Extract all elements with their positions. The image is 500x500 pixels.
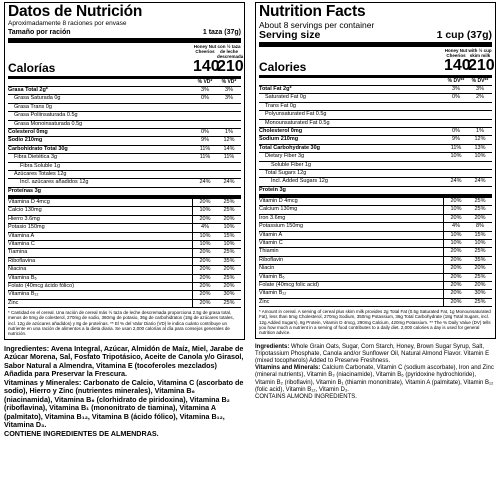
row-value-with-milk: 12% xyxy=(474,136,486,143)
row-name: Grasa Trans 0g xyxy=(14,103,52,110)
spanish-dv-2: % VD* xyxy=(221,79,237,85)
row-name: Soluble Fiber 1g xyxy=(271,161,312,168)
row-value-cereal: 10% xyxy=(192,233,217,240)
row-value-with-milk: 25% xyxy=(217,207,241,214)
row-name: Potasio 150mg xyxy=(8,224,45,231)
english-size-label: Serving size xyxy=(259,29,321,41)
spanish-calories-label: Calorías xyxy=(8,61,56,75)
row-value-with-milk: 15% xyxy=(468,232,492,239)
row-value-with-milk: 3% xyxy=(476,86,484,92)
row-name: Riboflavin xyxy=(259,256,284,263)
row-value-with-milk: 24% xyxy=(474,178,486,185)
row-name: Iron 3.6mg xyxy=(259,214,286,221)
english-ingredients-text xyxy=(255,344,496,366)
row-name: Polyunsaturated Fat 0.5g xyxy=(265,111,327,118)
row-value-cereal: 10% xyxy=(192,207,217,214)
row-name: Grasa Monoinsaturada 0.5g xyxy=(14,120,83,127)
row-value-cereal: 20% xyxy=(443,248,468,255)
nutrient-row xyxy=(8,95,241,103)
row-value-with-milk: 25% xyxy=(217,300,241,307)
nutrient-row xyxy=(8,137,241,145)
nutrient-row xyxy=(8,87,241,95)
spanish-allergen: CONTIENE INGREDIENTES DE ALMENDRAS. xyxy=(4,428,159,438)
row-value-cereal: 20% xyxy=(443,198,468,205)
row-value-cereal: 11% xyxy=(450,144,462,151)
vitamin-row xyxy=(259,290,492,298)
spanish-vitamin-rows xyxy=(8,199,241,308)
row-name: Vitamina A xyxy=(8,232,35,239)
nutrient-row xyxy=(259,111,492,119)
spanish-serving-size xyxy=(8,28,241,43)
english-calories-row xyxy=(259,57,495,78)
row-value-with-milk: 20% xyxy=(217,216,241,223)
english-vitmin-label: Vitamins and Minerals: xyxy=(255,365,321,372)
row-name: Trans Fat 0g xyxy=(265,102,296,109)
row-value-cereal: 0% xyxy=(452,127,460,134)
row-name: Zinc xyxy=(8,299,19,306)
spanish-calories-1: 140 xyxy=(193,58,220,75)
row-value-cereal: 20% xyxy=(443,274,468,281)
row-name: Vitamina D 4mcg xyxy=(8,199,50,206)
english-calories-2: 210 xyxy=(468,57,495,74)
row-value-with-milk: 8% xyxy=(468,223,492,230)
row-value-cereal: 20% xyxy=(192,249,217,256)
nutrient-row xyxy=(259,103,492,111)
english-dv-header xyxy=(259,78,492,86)
row-name: Fibra Dietética 3g xyxy=(14,154,58,161)
vitamin-row xyxy=(259,265,492,273)
row-value-with-milk: 35% xyxy=(217,258,241,265)
row-value-with-milk: 24% xyxy=(223,179,235,186)
english-nutrient-rows xyxy=(259,86,492,198)
vitamin-row xyxy=(259,223,492,231)
row-value-cereal: 11% xyxy=(199,154,211,161)
row-name: Grasa Saturada 0g xyxy=(14,95,61,102)
row-name: Fibra Soluble 1g xyxy=(20,162,61,169)
row-value-cereal: 24% xyxy=(199,179,211,186)
vitamin-row xyxy=(259,232,492,240)
english-dv-2: % DV** xyxy=(471,78,489,84)
row-name: Total Fat 2g* xyxy=(259,86,292,92)
nutrient-row xyxy=(8,179,241,187)
vitamin-row xyxy=(259,257,492,265)
nutrient-row xyxy=(259,178,492,186)
nutrient-row xyxy=(8,129,241,137)
row-value-with-milk: 15% xyxy=(217,233,241,240)
english-vitamin-rows xyxy=(259,198,492,307)
row-value-with-milk: 20% xyxy=(468,282,492,289)
row-name: Sodium 210mg xyxy=(259,136,299,143)
vitamin-row xyxy=(259,206,492,214)
row-value-with-milk: 25% xyxy=(468,299,492,306)
row-value-with-milk: 35% xyxy=(468,257,492,264)
row-value-cereal: 10% xyxy=(192,241,217,248)
row-name: Vitamin D 4mcg xyxy=(259,198,298,205)
row-name: Vitamina B₆ xyxy=(8,274,37,281)
english-panel xyxy=(255,2,496,401)
row-name: Vitamin C xyxy=(259,240,283,247)
row-value-with-milk: 25% xyxy=(217,275,241,282)
row-value-cereal: 20% xyxy=(192,216,217,223)
row-value-cereal: 4% xyxy=(443,223,468,230)
vitamin-row xyxy=(259,299,492,307)
row-name: Folato (40mcg ácido fólico) xyxy=(8,282,75,289)
row-name: Potassium 150mg xyxy=(259,223,304,230)
nutrient-row xyxy=(8,171,241,179)
row-name: Grasa Poliinsaturada 0.5g xyxy=(14,112,78,119)
row-value-cereal: 4% xyxy=(192,224,217,231)
row-name: Sodio 210mg xyxy=(8,137,43,144)
row-value-cereal: 0% xyxy=(201,128,209,135)
row-value-with-milk: 12% xyxy=(223,137,235,144)
spanish-dv-1: % VD* xyxy=(197,79,213,85)
row-name: Vitamina B₁₂ xyxy=(8,291,39,298)
row-value-with-milk: 14% xyxy=(223,145,235,152)
row-name: Protein 3g xyxy=(259,186,286,193)
row-name: Total Sugars 12g xyxy=(265,169,307,176)
english-footnote: * Amount in cereal. A serving of cereal plus skim milk provides 2g Total Fat (0.5g Saturated Fat, 1g Monounsaturated Fat), less than 5mg Cholesterol, 270mg Sodium, 350mg Potassium, 36g Total Carbohydrate (18g Total Sugars, incl. 12g Added Sugars), 8g Protein, Vitamin D 4mcg, 290mg Calcium, 420mg Potassium. ** The % Daily Value (DV) tells you how much a nutrient in a serving of food contributes to a daily diet. 2,000 calories a day is used for general nutrition advice. xyxy=(259,309,491,336)
row-name: Vitamin B₆ xyxy=(259,273,285,280)
spanish-column-header xyxy=(8,43,244,59)
vitamin-row xyxy=(259,240,492,248)
row-name: Incl. Added Sugars 12g xyxy=(271,178,328,185)
vitamin-row xyxy=(8,300,241,308)
nutrient-row xyxy=(259,120,492,128)
nutrient-row xyxy=(8,146,241,154)
english-dv-1: % DV** xyxy=(447,78,465,84)
row-name: Zinc xyxy=(259,298,270,305)
english-col1: Honey Nut Cheerios xyxy=(444,48,468,58)
row-value-with-milk: 20% xyxy=(217,266,241,273)
spanish-servings: Aproximadamente 8 raciones por envase xyxy=(8,20,127,27)
vitamin-row xyxy=(259,274,492,282)
row-value-cereal: 20% xyxy=(192,266,217,273)
vitamin-row xyxy=(8,249,241,257)
row-value-cereal: 0% xyxy=(201,95,209,102)
row-value-with-milk: 3% xyxy=(225,95,233,102)
spanish-nutrient-rows xyxy=(8,87,241,199)
row-value-with-milk: 20% xyxy=(468,215,492,222)
row-value-with-milk: 10% xyxy=(474,153,486,160)
english-ingredients xyxy=(255,344,496,402)
spanish-calories-2: 210 xyxy=(217,58,244,75)
row-value-cereal: 3% xyxy=(452,86,460,92)
row-value-with-milk: 1% xyxy=(476,127,484,134)
english-calories-label: Calories xyxy=(259,60,307,74)
row-value-cereal: 9% xyxy=(201,137,209,144)
english-vitamins-minerals xyxy=(255,365,496,394)
row-name: Dietary Fiber 3g xyxy=(265,153,305,160)
row-value-cereal: 10% xyxy=(443,206,468,213)
row-name: Cholesterol 0mg xyxy=(259,127,303,134)
spanish-panel xyxy=(4,2,245,438)
row-value-with-milk: 10% xyxy=(468,240,492,247)
vitamin-row xyxy=(8,291,241,299)
spanish-title: Datos de Nutrición xyxy=(8,3,143,20)
row-value-cereal: 20% xyxy=(192,300,217,307)
row-value-cereal: 20% xyxy=(443,299,468,306)
row-name: Vitamin A xyxy=(259,231,283,238)
english-ingredients-list: Whole Grain Oats, Sugar, Corn Starch, Honey, Brown Sugar Syrup, Salt, Tripotassium Phosphate, Canola and/or Sunflower Oil, Natural Almond Flavor. Vitamin E (mixed tocopherols) Added to Preserve Freshness. xyxy=(255,343,490,365)
spanish-calories-row xyxy=(8,58,244,79)
spanish-footnote: * Cantidad en el cereal. Una ración de cereal más ½ taza de leche descremada proporciona 2.5g de grasa total, menos de 5mg de colesterol, 270mg de sodio, 360mg de potasio, 36g de carbohidratos (18g de azúcares totales, incl. 12g de azúcares añadidos) y 8g de proteínas. ** El % del Valor Diario (VD) le indica cuánto contribuye un nutriente en una ración de alimentos a la dieta diaria. Se usan 2,000 calorías al día para consejos generales de nutrición. xyxy=(8,310,234,337)
row-value-with-milk: 3% xyxy=(225,87,233,93)
row-value-with-milk: 30% xyxy=(468,290,492,297)
row-value-cereal: 20% xyxy=(443,290,468,297)
english-nutrition-label xyxy=(255,2,496,339)
row-name: Riboflavina xyxy=(8,257,36,264)
row-value-cereal: 20% xyxy=(443,215,468,222)
row-value-with-milk: 25% xyxy=(468,274,492,281)
nutrient-row xyxy=(259,86,492,94)
row-name: Vitamina C xyxy=(8,241,35,248)
nutrient-row xyxy=(259,162,492,170)
vitamin-row xyxy=(259,248,492,256)
row-name: Total Carbohydrate 30g xyxy=(259,144,321,151)
row-value-with-milk: 2% xyxy=(476,94,484,101)
row-name: Tiamina xyxy=(8,249,28,256)
nutrient-row xyxy=(8,112,241,120)
vitamin-row xyxy=(8,275,241,283)
row-name: Niacina xyxy=(8,266,27,273)
row-value-cereal: 24% xyxy=(450,178,462,185)
english-vitmin-list: Calcium Carbonate, Vitamin C (sodium ascorbate), Iron and Zinc (mineral nutrients), Vitamin B₃ (niacinamide), Vitamin B₆ (pyridoxine hydrochloride), Vitamin B₂ (riboflavin), Vitamin B₁ (thiamin mononitrate), Vitamin A (palmitate), Vitamin B₁₂ (folic acid), Vitamin B₁₂, Vitamin D₃. xyxy=(255,365,494,393)
row-value-with-milk: 10% xyxy=(217,224,241,231)
row-name: Calcium 130mg xyxy=(259,206,298,213)
nutrient-row xyxy=(259,170,492,178)
nutrient-row xyxy=(8,121,241,129)
row-name: Hierro 3.6mg xyxy=(8,215,40,222)
nutrient-row xyxy=(8,163,241,171)
row-value-with-milk: 25% xyxy=(217,249,241,256)
row-value-cereal: 10% xyxy=(450,153,462,160)
english-calories-1: 140 xyxy=(444,57,471,74)
row-value-cereal: 20% xyxy=(443,282,468,289)
spanish-size-value: 1 taza (37g) xyxy=(202,29,241,36)
nutrient-row xyxy=(259,187,492,198)
vitamin-row xyxy=(8,283,241,291)
row-value-with-milk: 1% xyxy=(225,128,233,135)
row-value-cereal: 10% xyxy=(443,240,468,247)
row-value-with-milk: 25% xyxy=(468,206,492,213)
row-name: Incl. azúcares añadidos 12g xyxy=(20,179,89,186)
english-col2: with ½ cup skim milk xyxy=(468,48,492,58)
vitamin-row xyxy=(259,282,492,290)
nutrient-row xyxy=(8,104,241,112)
vitamin-row xyxy=(8,233,241,241)
row-value-cereal: 10% xyxy=(443,232,468,239)
spanish-ingredients-text: Ingredientes: Avena Integral, Azúcar, Almidón de Maíz, Miel, Jarabe de Azúcar Morena, Sal, Fosfato Tripotásico, Aceite de Canola y/o Girasol, Sabor Natural a Almendra, Vitamina E (tocoferoles mezclados) Añadida para Preservar la Frescura. xyxy=(4,343,244,379)
vitamin-row xyxy=(8,241,241,249)
vitamin-row xyxy=(8,216,241,224)
spanish-col2: con ½ taza de leche descremada xyxy=(217,44,244,59)
vitamin-row xyxy=(8,224,241,232)
spanish-vitamins-minerals: Vitaminas y Minerales: Carbonato de Calcio, Vitamina C (ascorbato de sodio), Hierro y Zinc (nutrientes minerales), Vitamina B₆ (niacinamida), Vitamina B₆ (clorhidrato de piridoxina), Vitamina B₂ (riboflavina), Vitamina B₁ (mononitrato de tiamina), Vitamina A (palmitato), Vitamina B₁₂, Vitamina B (ácido fólico), Vitamina B₁₂, Vitamina D₃. xyxy=(4,377,244,430)
row-value-with-milk: 25% xyxy=(468,198,492,205)
row-name: Vitamin B₁₂ xyxy=(259,290,287,297)
row-value-cereal: 20% xyxy=(192,283,217,290)
nutrient-row xyxy=(259,145,492,153)
row-name: Calcio 130mg xyxy=(8,207,42,214)
row-value-with-milk: 25% xyxy=(217,199,241,206)
spanish-ingredients xyxy=(4,345,245,439)
vitamin-row xyxy=(8,199,241,207)
spanish-nutrition-label xyxy=(4,2,245,340)
row-name: Niacin xyxy=(259,265,275,272)
row-name: Grasa Total 2g* xyxy=(8,87,48,93)
row-value-cereal: 0% xyxy=(452,94,460,101)
row-value-cereal: 20% xyxy=(192,199,217,206)
row-value-cereal: 20% xyxy=(192,291,217,298)
row-value-cereal: 20% xyxy=(443,265,468,272)
nutrient-row xyxy=(259,128,492,136)
row-name: Saturated Fat 0g xyxy=(265,94,306,101)
nutrient-row xyxy=(8,154,241,162)
row-value-with-milk: 20% xyxy=(468,265,492,272)
row-name: Monounsaturated Fat 0.5g xyxy=(265,119,330,126)
nutrient-row xyxy=(259,94,492,102)
vitamin-row xyxy=(8,266,241,274)
spanish-dv-header xyxy=(8,79,241,87)
row-value-cereal: 11% xyxy=(199,145,211,152)
vitamin-row xyxy=(8,207,241,215)
row-value-cereal: 20% xyxy=(192,275,217,282)
row-name: Colesterol 0mg xyxy=(8,128,48,135)
row-value-with-milk: 30% xyxy=(217,291,241,298)
english-serving-size xyxy=(259,30,492,47)
row-value-cereal: 20% xyxy=(192,258,217,265)
english-allergen: CONTAINS ALMOND INGREDIENTS. xyxy=(255,394,357,401)
vitamin-row xyxy=(259,198,492,206)
english-title: Nutrition Facts xyxy=(259,3,366,20)
row-value-with-milk: 25% xyxy=(468,248,492,255)
row-value-with-milk: 13% xyxy=(474,144,486,151)
english-servings: About 8 servings per container xyxy=(259,20,375,30)
row-name: Proteínas 3g xyxy=(8,187,42,194)
nutrient-row xyxy=(8,188,241,199)
vitamin-row xyxy=(259,215,492,223)
nutrient-row xyxy=(259,136,492,144)
row-name: Azúcares Totales 12g xyxy=(14,170,67,177)
row-name: Carbohidrato Total 30g xyxy=(8,145,68,152)
row-value-cereal: 20% xyxy=(443,257,468,264)
row-value-cereal: 9% xyxy=(452,136,460,143)
row-name: Folate (40mcg folic acid) xyxy=(259,281,319,288)
spanish-size-label: Tamaño por ración xyxy=(8,29,71,36)
vitamin-row xyxy=(8,258,241,266)
row-name: Thiamin xyxy=(259,248,279,255)
row-value-with-milk: 10% xyxy=(217,241,241,248)
english-size-value: 1 cup (37g) xyxy=(436,29,492,41)
nutrient-row xyxy=(259,153,492,161)
row-value-cereal: 3% xyxy=(201,87,209,93)
english-ingredients-label: Ingredients: xyxy=(255,343,290,350)
spanish-col1: Honey Nut Cheerios xyxy=(193,44,217,54)
row-value-with-milk: 11% xyxy=(223,154,235,161)
row-value-with-milk: 20% xyxy=(217,283,241,290)
